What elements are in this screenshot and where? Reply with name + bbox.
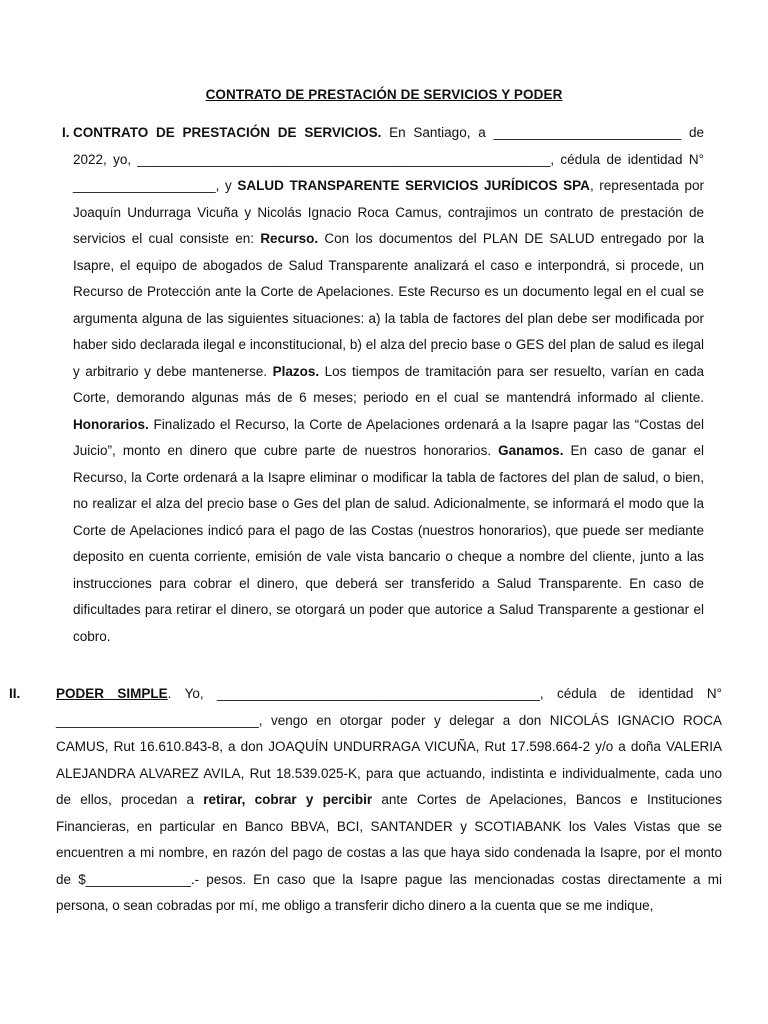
- company-name: SALUD TRANSPARENTE SERVICIOS JURÍDICOS SPA: [237, 178, 590, 193]
- section-2-number: II.: [9, 686, 21, 701]
- section-2: [56, 681, 722, 920]
- section-1-heading: CONTRATO DE PRESTACIÓN DE SERVICIOS.: [73, 125, 382, 140]
- section-1-text-3: Con los documentos del PLAN DE SALUD entregado por la Isapre, el equipo de abogados de Salud Transparente analizará el caso e interpondrá, si procede, un Recurso de Protección ante la Corte de Apelaciones. Este Recurso es un documento legal en el cual se argumenta alguna de las siguientes situaciones: a) la tabla de factores del plan debe ser modificada por haber sido declarada ilegal e inconstitucional, b) el alza del precio base o GES del plan de salud es ilegal y arbitrario y debe mantenerse.: [73, 231, 704, 379]
- cobrar-label: cobrar y percibir: [254, 792, 373, 807]
- document-title: CONTRATO DE PRESTACIÓN DE SERVICIOS Y PODER: [205, 87, 563, 102]
- section-2-text-2: ante Cortes de Apelaciones, Bancos e Instituciones Financieras, en particular en Banco BBVA, BCI, SANTANDER y SCOTIABANK los Vales Vistas que se encuentren a mi nombre, en razón del pago de costas a las que haya sido condenada la Isapre, por el monto de $______________.- pesos. En caso que la Isapre pague las mencionadas costas directamente a mi persona, o sean cobradas por mí, me obligo a transferir dicho dinero a la cuenta que se me indique,: [56, 792, 722, 913]
- section-1-text-4: Los tiempos de tramitación para ser resuelto, varían en cada Corte, demorando algunas más de 6 meses; periodo en el cual se mantendrá informado al cliente.: [73, 363, 704, 405]
- section-2-paragraph: [56, 681, 722, 920]
- comma-separator: ,: [241, 792, 255, 807]
- recurso-label: Recurso.: [260, 231, 319, 246]
- honorarios-label: Honorarios.: [73, 416, 149, 432]
- section-1-text-6: En caso de ganar el Recurso, la Corte ordenará a la Isapre eliminar o modificar la tabla de factores del plan de salud, o bien, no realizar el alza del precio base o Ges del plan de salud. Adicionalmente, se informará el modo que la Corte de Apelaciones indicó para el pago de las Costas (nuestros honorarios), que puede ser mediante deposito en cuenta corriente, emisión de vale vista bancario o cheque a nombre del cliente, junto a las instrucciones para cobrar el dinero, que deberá ser transferido a Salud Transparente. En caso de dificultades para retirar el dinero, se otorgará un poder que autorice a Salud Transparente a gestionar el cobro.: [73, 443, 705, 644]
- section-1-paragraph: [73, 120, 704, 650]
- ganamos-label: Ganamos.: [498, 443, 564, 458]
- section-2-heading: PODER SIMPLE: [56, 686, 168, 701]
- section-1-text-2: , representada por Joaquín Undurraga Vicuña y Nicolás Ignacio Roca Camus, contrajimos un contrato de prestación de servicios el cual consiste en:: [73, 178, 704, 246]
- section-1-number: I.: [62, 125, 70, 140]
- plazos-label: Plazos.: [272, 363, 320, 379]
- section-1-text-1: En Santiago, a _________________________ de 2022, yo, _______________________________________________________, cédula de identidad N° ___________________, y: [73, 125, 704, 193]
- section-1: [73, 120, 704, 650]
- section-1-text-5: Finalizado el Recurso, la Corte de Apelaciones ordenará a la Isapre pagar las “Costas del Juicio”, monto en dinero que cubre parte de nuestros honorarios.: [73, 416, 704, 458]
- section-2-text-1: . Yo, ___________________________________________, cédula de identidad N° ___________________________, vengo en otorgar poder y delegar a don NICOLÁS IGNACIO ROCA CAMUS, Rut 16.610.843-8, a don JOAQUÍN UNDURRAGA VICUÑA, Rut 17.598.664-2 y/o a doña VALERIA ALEJANDRA ALVAREZ AVILA, Rut 18.539.025-K, para que actuando, indistinta e individualmente, cada uno de ellos, procedan a: [56, 686, 722, 807]
- retirar-label: retirar: [203, 792, 242, 807]
